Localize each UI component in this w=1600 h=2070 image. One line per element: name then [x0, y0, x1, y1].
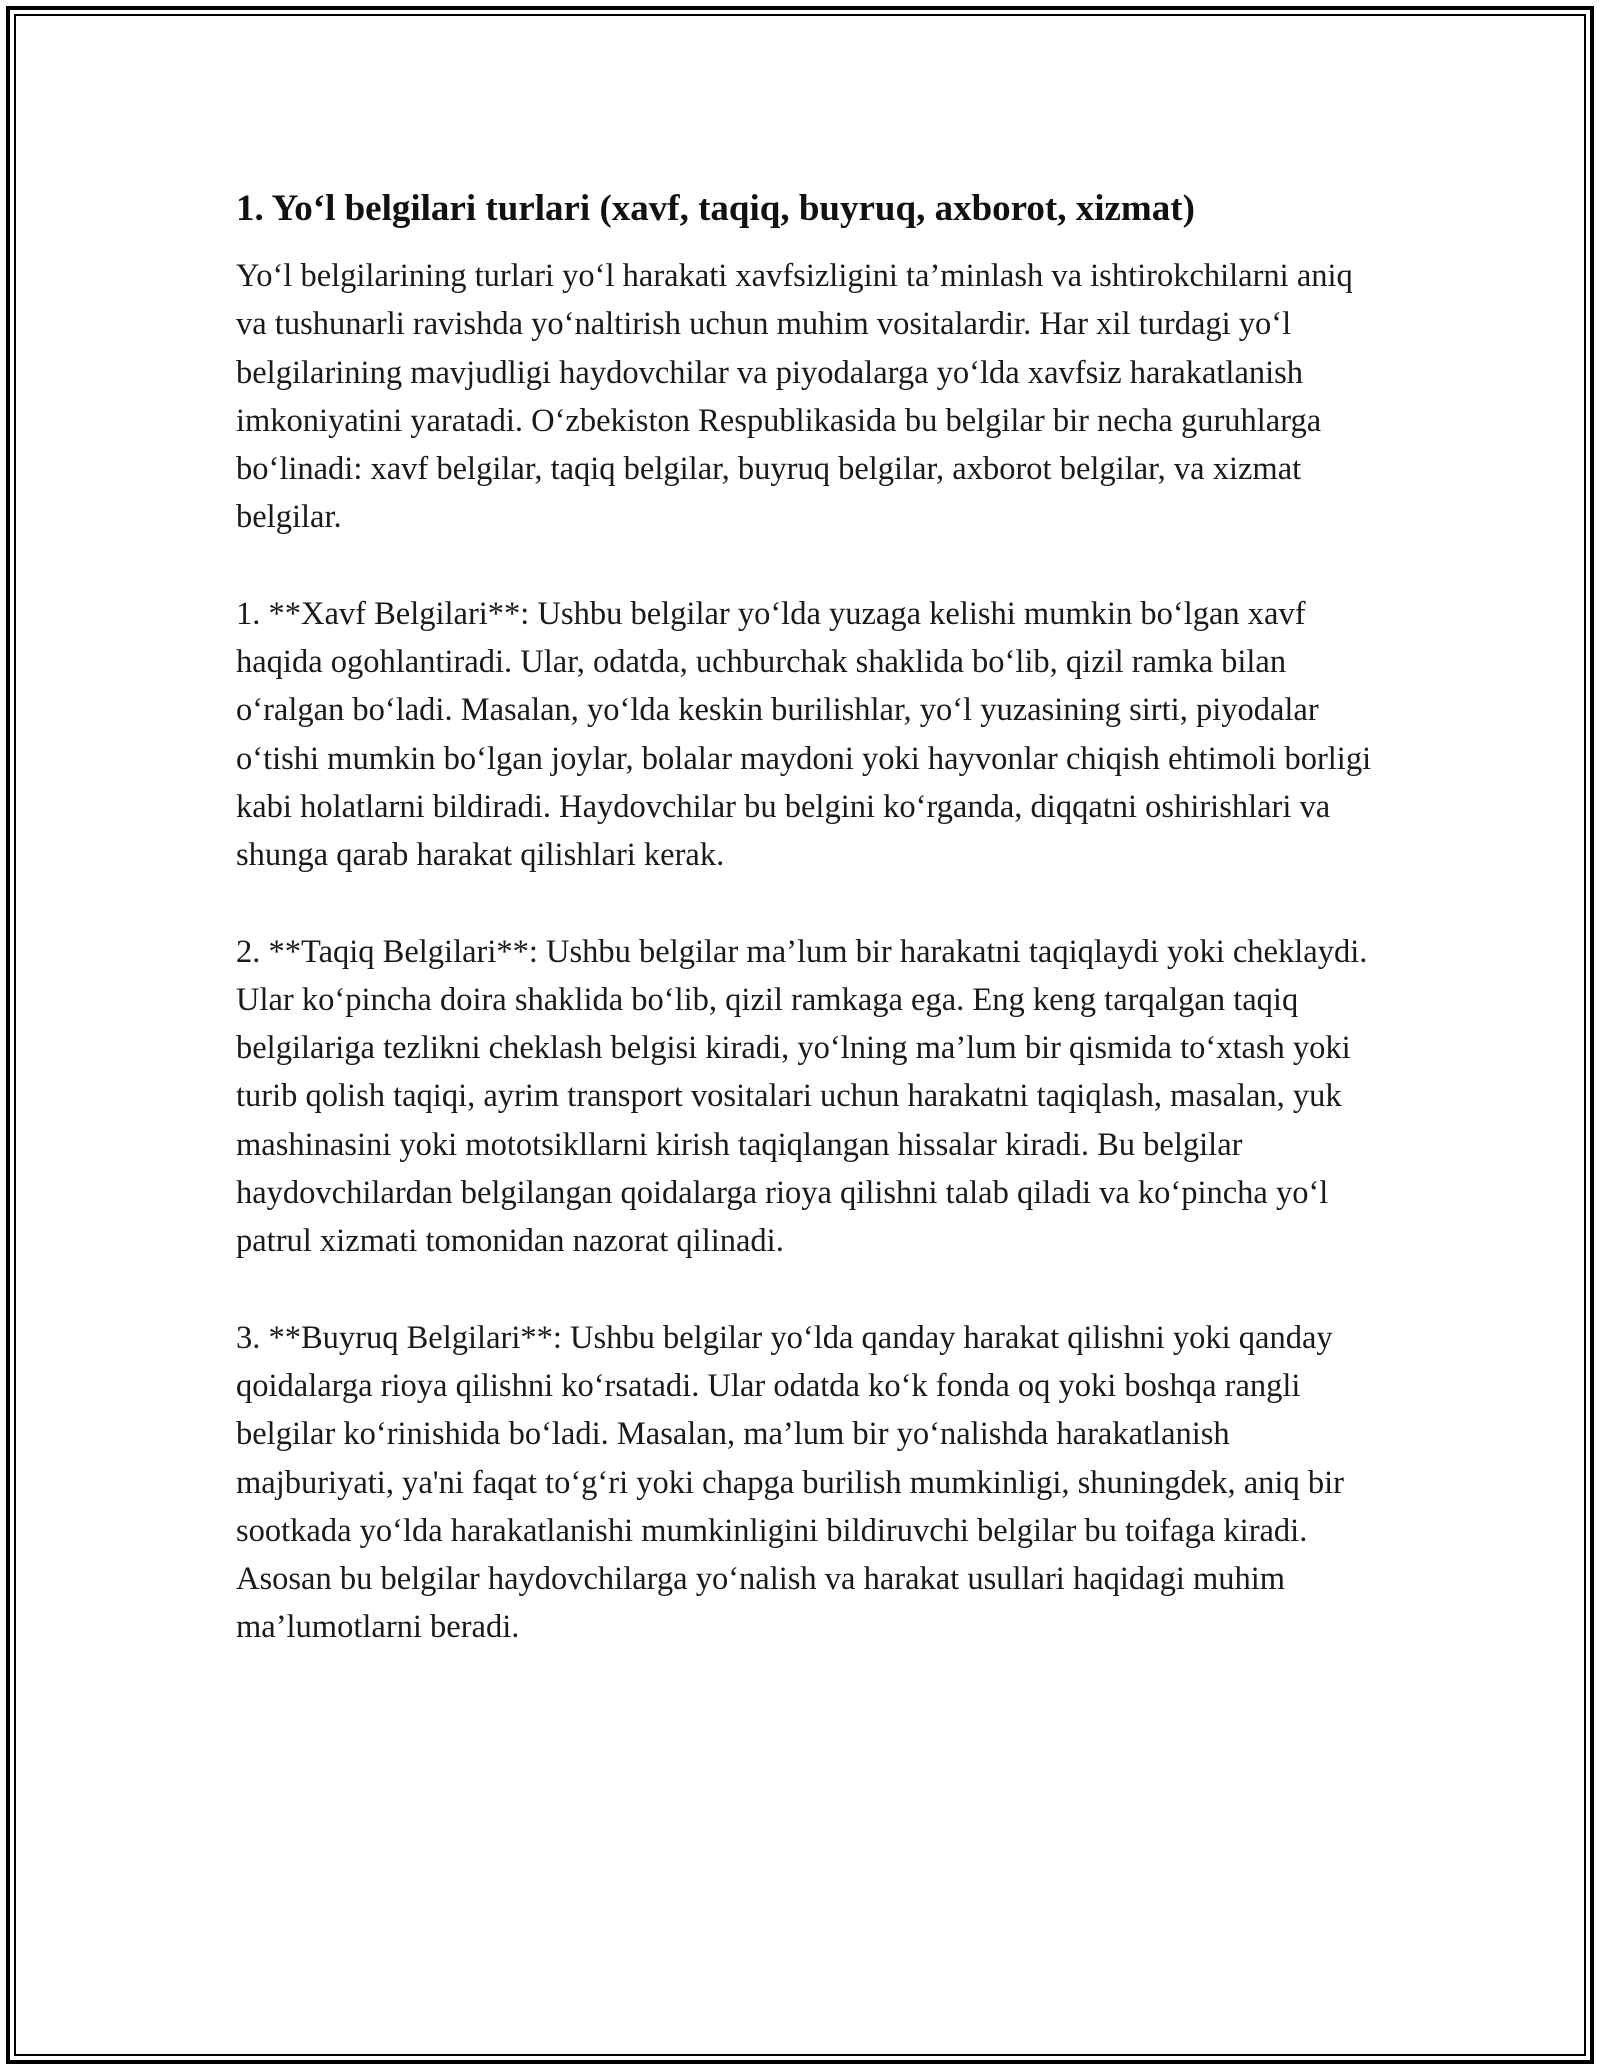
paragraph-hazard-signs: 1. **Xavf Belgilari**: Ushbu belgilar yo‘lda yuzaga kelishi mumkin bo‘lgan xavf haqida ogohlantiradi. Ular, odatda, uchburchak shaklida bo‘lib, qizil ramka bilan o‘ralgan bo‘ladi. Masalan, yo‘lda keskin burilishlar, yo‘l yuzasining sirti, piyodalar o‘tishi mumkin bo‘lgan joylar, bolalar maydoni yoki hayvonlar chiqish ehtimoli borligi kabi holatlarni bildiradi. Haydovchilar bu belgini ko‘rganda, diqqatni oshirishlari va shunga qarab harakat qilishlari kerak. [236, 595, 1372, 874]
paragraph-mandatory-signs: 3. **Buyruq Belgilari**: Ushbu belgilar yo‘lda qanday harakat qilishni yoki qanday qoidalarga rioya qilishni ko‘rsatadi. Ular odatda ko‘k fonda oq yoki boshqa rangli belgilar ko‘rinishida bo‘ladi. Masalan, ma’lum bir yo‘nalishda harakatlanish majburiyati, ya'ni faqat to‘g‘ri yoki chapga burilish mumkinligi, shuningdek, aniq bir sootkada yo‘lda harakatlanishi mumkinligini bildiruvchi belgilar bu toifaga kiradi. Asosan bu belgilar haydovchilarga yo‘nalish va harakat usullari haqidagi muhim ma’lumotlarni beradi. [236, 1319, 1344, 1646]
paragraph-intro: Yo‘l belgilarining turlari yo‘l harakati xavfsizligini ta’minlash va ishtirokchilarni aniq va tushunarli ravishda yo‘naltirish uchun muhim vositalardir. Har xil turdagi yo‘l belgilarining mavjudligi haydovchilar va piyodalarga yo‘lda xavfsiz harakatlanish imkoniyatini yaratadi. O‘zbekiston Respublikasida bu belgilar bir necha guruhlarga bo‘linadi: xavf belgilar, taqiq belgilar, buyruq belgilar, axborot belgilar, va xizmat belgilar. [236, 258, 1353, 536]
document-body [236, 186, 1378, 1652]
section-heading: 1. Yo‘l belgilari turlari (xavf, taqiq, buyruq, axborot, xizmat) [236, 188, 1195, 229]
paragraph-prohibitory-signs: 2. **Taqiq Belgilari**: Ushbu belgilar ma’lum bir harakatni taqiqlaydi yoki cheklaydi. Ular ko‘pincha doira shaklida bo‘lib, qizil ramkaga ega. Eng keng tarqalgan taqiq belgilariga tezlikni cheklash belgisi kiradi, yo‘lning ma’lum bir qismida to‘xtash yoki turib qolish taqiqi, ayrim transport vositalari uchun harakatni taqiqlash, masalan, yuk mashinasini yoki mototsikllarni kirish taqiqlangan hissalar kiradi. Bu belgilar haydovchilardan belgilangan qoidalarga rioya qilishni talab qiladi va ko‘pincha yo‘l patrul xizmati tomonidan nazorat qilinadi. [236, 933, 1368, 1260]
